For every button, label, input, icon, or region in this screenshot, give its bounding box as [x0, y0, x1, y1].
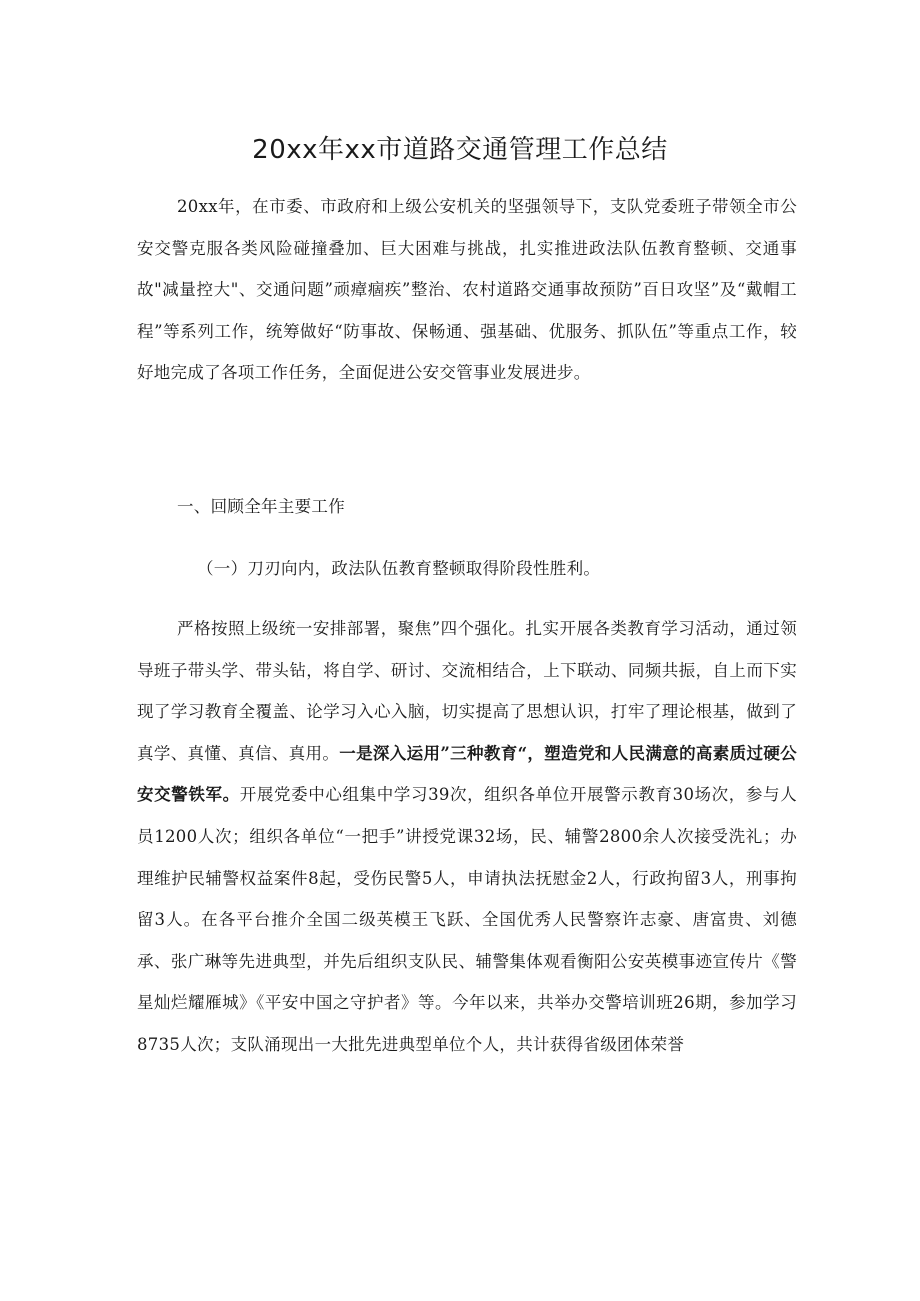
section-heading: 一、回顾全年主要工作 [177, 497, 345, 516]
subsection-heading: （一）刀刃向内，政法队伍教育整顿取得阶段性胜利。 [197, 559, 601, 578]
paragraph-bold-highlight: 一是深入运用”三种教育“，塑造党和人民满意的高素质过硬公安交警铁军。 [137, 743, 797, 805]
paragraph-text-part2: 开展党委中心组集中学习39次，组织各单位开展警示教育30场次，参与人员1200人次；组织各单位“一把手”讲授党课32场，民、辅警2800余人次接受洗礼；办理维护民辅警权益案件8起，受伤民警5人，申请执法抚慰金2人，行政拘留3人，刑事拘留3人。在各平台推介全国二级英模王飞跃、全国优秀人民警察许志豪、唐富贵、刘德承、张广琳等先进典型，并先后组织支队民、辅警集体观看衡阳公安英模事迹宣传片《警星灿烂耀雁城》《平安中国之守护者》等。今年以来，共举办交警培训班26期，参加学习8735人次；支队涌现出一大批先进典型单位个人，共计获得省级团体荣誉 [137, 785, 797, 1054]
intro-paragraph: 20xx年，在市委、市政府和上级公安机关的坚强领导下，支队党委班子带领全市公安交警克服各类风险碰撞叠加、巨大困难与挑战，扎实推进政法队伍教育整顿、交通事故"减量控大"、交通问题”顽瘴痼疾”整治、农村道路交通事故预防”百日攻坚”及“戴帽工程”等系列工作，统筹做好“防事故、保畅通、强基础、优服务、抓队伍”等重点工作，较好地完成了各项工作任务，全面促进公安交管事业发展进步。 [137, 197, 797, 383]
body-paragraph [137, 608, 797, 1066]
document-title: 20xx年xx市道路交通管理工作总结 [252, 135, 668, 165]
paragraph-text-part1: 严格按照上级统一安排部署，聚焦”四个强化。扎实开展各类教育学习活动，通过领导班子带头学、带头钻，将自学、研讨、交流相结合，上下联动、同频共振，自上而下实现了学习教育全覆盖、论学习入心入脑，切实提高了思想认识，打牢了理论根基，做到了真学、真懂、真信、真用。 [137, 619, 797, 763]
